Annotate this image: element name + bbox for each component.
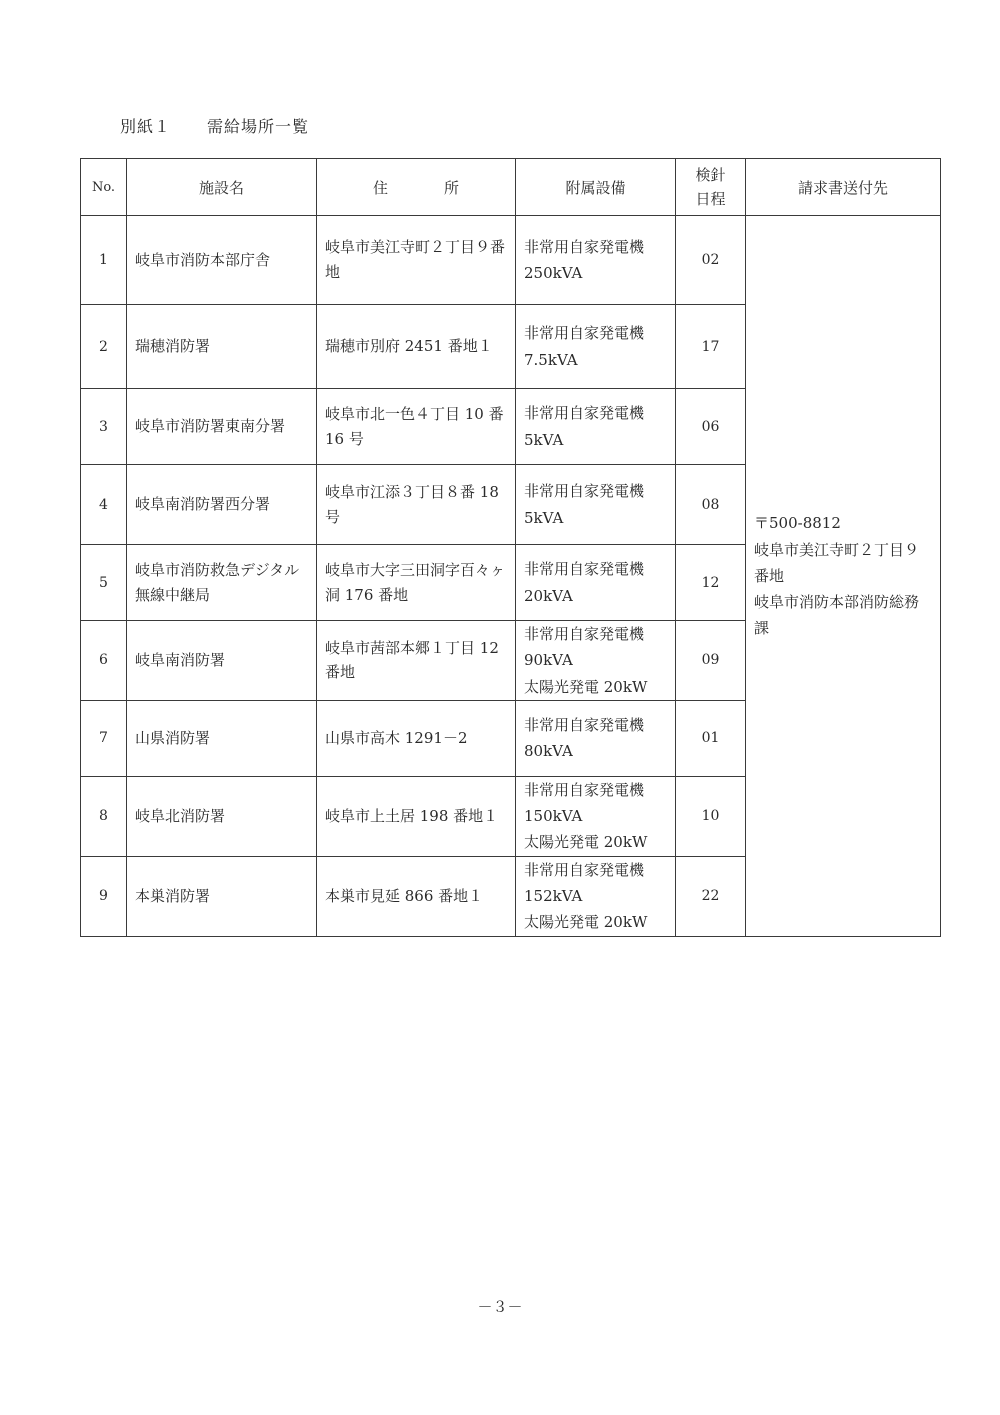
- row-no: 7: [81, 700, 127, 776]
- row-facility-name: 岐阜市消防本部庁舎: [127, 216, 317, 305]
- row-facility-name: 山県消防署: [127, 700, 317, 776]
- row-facility-name: 岐阜北消防署: [127, 776, 317, 856]
- row-address: 岐阜市大字三田洞字百々ヶ洞 176 番地: [317, 545, 516, 621]
- row-no: 4: [81, 465, 127, 545]
- row-no: 8: [81, 776, 127, 856]
- row-meter-day: 08: [676, 465, 746, 545]
- row-equipment: 非常用自家発電機 5kVA: [516, 465, 676, 545]
- row-equipment: 非常用自家発電機 20kVA: [516, 545, 676, 621]
- row-equipment: 非常用自家発電機 5kVA: [516, 389, 676, 465]
- attachment-title: 需給場所一覧: [207, 117, 310, 136]
- row-facility-name: 瑞穂消防署: [127, 305, 317, 389]
- row-address: 本巣市見延 866 番地１: [317, 856, 516, 936]
- row-facility-name: 本巣消防署: [127, 856, 317, 936]
- page-number: －３－: [477, 1298, 523, 1316]
- row-no: 2: [81, 305, 127, 389]
- row-equipment: 非常用自家発電機 90kVA 太陽光発電 20kW: [516, 621, 676, 701]
- row-address: 瑞穂市別府 2451 番地１: [317, 305, 516, 389]
- row-meter-day: 02: [676, 216, 746, 305]
- row-no: 9: [81, 856, 127, 936]
- row-address: 岐阜市江添３丁目８番 18 号: [317, 465, 516, 545]
- header-address: 住 所: [317, 159, 516, 216]
- row-address: 岐阜市上土居 198 番地１: [317, 776, 516, 856]
- row-equipment: 非常用自家発電機 150kVA 太陽光発電 20kW: [516, 776, 676, 856]
- header-meter-day: 検針 日程: [676, 159, 746, 216]
- row-meter-day: 12: [676, 545, 746, 621]
- send-to-postal: 〒500-8812: [754, 514, 841, 533]
- row-meter-day: 01: [676, 700, 746, 776]
- header-no: No.: [81, 159, 127, 216]
- row-address: 岐阜市美江寺町２丁目９番地: [317, 216, 516, 305]
- table-header-row: [81, 159, 941, 216]
- supply-location-table: [80, 158, 941, 937]
- row-address: 岐阜市北一色４丁目 10 番 16 号: [317, 389, 516, 465]
- row-equipment: 非常用自家発電機 250kVA: [516, 216, 676, 305]
- row-facility-name: 岐阜南消防署: [127, 621, 317, 701]
- row-no: 6: [81, 621, 127, 701]
- header-send-to: 請求書送付先: [746, 159, 941, 216]
- row-meter-day: 06: [676, 389, 746, 465]
- attachment-label: 別紙１: [120, 117, 172, 136]
- row-equipment: 非常用自家発電機 80kVA: [516, 700, 676, 776]
- row-no: 1: [81, 216, 127, 305]
- row-no: 3: [81, 389, 127, 465]
- send-to-department: 岐阜市消防本部消防総務課: [754, 593, 920, 638]
- row-meter-day: 22: [676, 856, 746, 936]
- row-facility-name: 岐阜市消防救急デジタル無線中継局: [127, 545, 317, 621]
- row-facility-name: 岐阜南消防署西分署: [127, 465, 317, 545]
- row-address: 岐阜市茜部本郷１丁目 12 番地: [317, 621, 516, 701]
- table-row: [81, 216, 941, 305]
- row-facility-name: 岐阜市消防署東南分署: [127, 389, 317, 465]
- row-meter-day: 09: [676, 621, 746, 701]
- header-equipment: 附属設備: [516, 159, 676, 216]
- row-meter-day: 10: [676, 776, 746, 856]
- row-equipment: 非常用自家発電機 152kVA 太陽光発電 20kW: [516, 856, 676, 936]
- page-heading: [120, 114, 309, 137]
- header-facility-name: 施設名: [127, 159, 317, 216]
- row-address: 山県市高木 1291－2: [317, 700, 516, 776]
- send-to-cell: [746, 216, 941, 937]
- row-no: 5: [81, 545, 127, 621]
- send-to-address: 岐阜市美江寺町２丁目９番地: [754, 540, 920, 585]
- row-meter-day: 17: [676, 305, 746, 389]
- row-equipment: 非常用自家発電機 7.5kVA: [516, 305, 676, 389]
